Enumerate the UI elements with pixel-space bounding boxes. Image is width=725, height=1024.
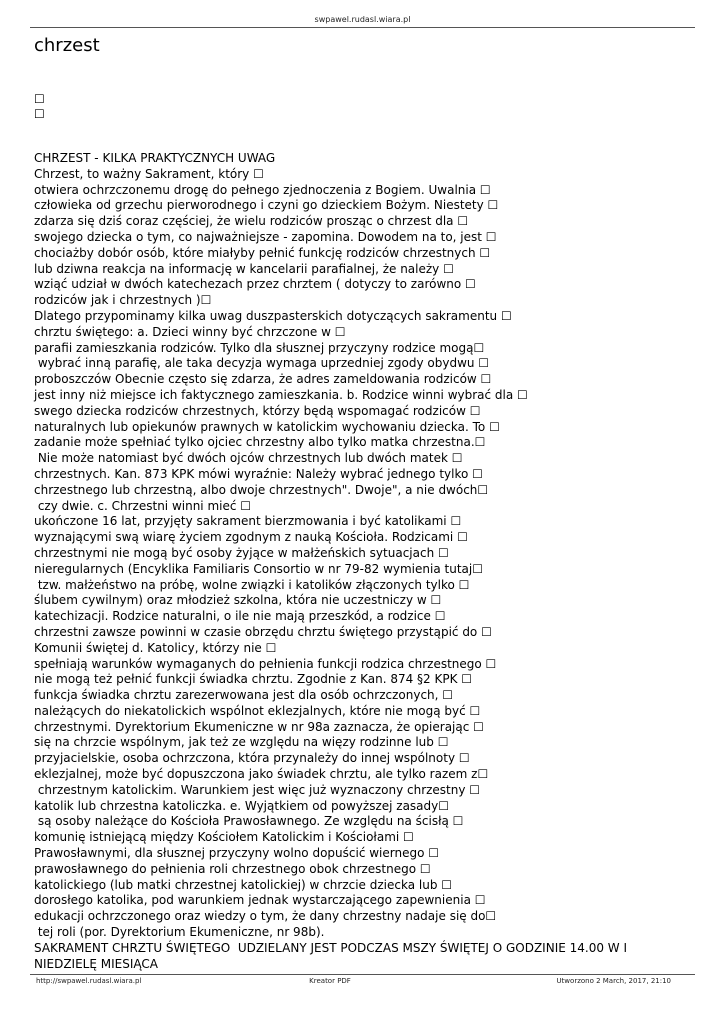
body-line: Komunii świętej d. Katolicy, którzy nie ☐: [34, 640, 277, 655]
body-line: wziąć udział w dwóch katechezach przez chrztem ( dotyczy to zarówno ☐: [34, 277, 476, 292]
footer-created: Utworzono 2 March, 2017, 21:10: [556, 977, 671, 985]
body-line: chociażby dobór osób, które miałyby pełnić funkcję rodziców chrzestnych ☐: [34, 245, 491, 260]
body-line: ślubem cywilnym) oraz młodzież szkolna, która nie uczestniczy w ☐: [34, 593, 442, 608]
article-body: [34, 151, 714, 972]
body-line: katechizacji. Rodzice naturalni, o ile nie mają przeszkód, a rodzice ☐: [34, 609, 446, 624]
body-line: dorosłego katolika, pod warunkiem jednak wystarczającego zapewnienia ☐: [34, 893, 486, 908]
body-line: katolik lub chrzestna katoliczka. e. Wyjątkiem od powyższej zasady☐: [34, 798, 450, 813]
header-divider: [30, 27, 695, 28]
footer-url: http://swpawel.rudasl.wiara.pl: [36, 977, 142, 985]
body-line: chrzestnym katolickim. Warunkiem jest więc już wyznaczony chrzestny ☐: [34, 782, 481, 797]
body-line: tzw. małżeństwo na próbę, wolne związki i katolików złączonych tylko ☐: [34, 577, 470, 592]
body-line: zdarza się dziś coraz częściej, że wielu rodziców prosząc o chrzest dla ☐: [34, 214, 469, 229]
body-line: komunię istniejącą między Kościołem Katolickim i Kościołami ☐: [34, 830, 414, 845]
body-line: należących do niekatolickich wspólnot eklezjalnych, które nie mogą być ☐: [34, 703, 481, 718]
body-line: lub dziwna reakcja na informację w kancelarii parafialnej, że należy ☐: [34, 261, 454, 276]
body-line: chrzestnych. Kan. 873 KPK mówi wyraźnie: Należy wybrać jednego tylko ☐: [34, 466, 483, 481]
placeholder-box-icon: ☐: [34, 107, 45, 121]
body-line: parafii zamieszkania rodziców. Tylko dla słusznej przyczyny rodzice mogą☐: [34, 340, 485, 355]
page-header-site: swpawel.rudasl.wiara.pl: [314, 15, 411, 24]
body-line: się na chrzcie wspólnym, jak też ze względu na więzy rodzinne lub ☐: [34, 735, 449, 750]
body-line: SAKRAMENT CHRZTU ŚWIĘTEGO UDZIELANY JEST PODCZAS MSZY ŚWIĘTEJ O GODZINIE 14.00 W I: [34, 940, 628, 955]
body-line: Dlatego przypominamy kilka uwag duszpasterskich dotyczących sakramentu ☐: [34, 308, 512, 323]
body-line: otwiera ochrzczonemu drogę do pełnego zjednoczenia z Bogiem. Uwalnia ☐: [34, 182, 491, 197]
body-line: edukacji ochrzczonego oraz wiedzy o tym, że dany chrzestny nadaje się do☐: [34, 909, 497, 924]
body-line: jest inny niż miejsce ich faktycznego zamieszkania. b. Rodzice winni wybrać dla ☐: [34, 387, 528, 402]
body-line: Chrzest, to ważny Sakrament, który ☐: [34, 166, 264, 181]
body-line: chrzestnego lub chrzestną, albo dwoje chrzestnych". Dwoje", a nie dwóch☐: [34, 482, 489, 497]
body-line: chrztu świętego: a. Dzieci winny być chrzczone w ☐: [34, 324, 346, 339]
body-line: zadanie może spełniać tylko ojciec chrzestny albo tylko matka chrzestna.☐: [34, 435, 486, 450]
body-line: CHRZEST - KILKA PRAKTYCZNYCH UWAG: [34, 151, 276, 165]
body-line: nieregularnych (Encyklika Familiaris Consortio w nr 79-82 wymienia tutaj☐: [34, 561, 483, 576]
body-line: czy dwie. c. Chrzestni winni mieć ☐: [34, 498, 252, 513]
body-line: chrzestni zawsze powinni w czasie obrzędu chrztu świętego przystąpić do ☐: [34, 624, 492, 639]
body-line: Nie może natomiast być dwóch ojców chrzestnych lub dwóch matek ☐: [34, 451, 463, 466]
placeholder-box-icon: ☐: [34, 92, 45, 106]
body-line: wybrać inną parafię, ale taka decyzja wymaga uprzedniej zgody obydwu ☐: [34, 356, 490, 371]
placeholder-boxes: [34, 92, 45, 122]
body-line: naturalnych lub opiekunów prawnych w katolickim wychowaniu dziecka. To ☐: [34, 419, 500, 434]
body-line: są osoby należące do Kościoła Prawosławnego. Ze względu na ścisłą ☐: [34, 814, 464, 829]
body-line: katolickiego (lub matki chrzestnej katolickiej) w chrzcie dziecka lub ☐: [34, 877, 453, 892]
body-line: spełniają warunków wymaganych do pełnienia funkcji rodzica chrzestnego ☐: [34, 656, 497, 671]
body-line: wyznającymi swą wiarę życiem zgodnym z nauką Kościoła. Rodzicami ☐: [34, 530, 468, 545]
footer-divider: [30, 974, 695, 975]
body-line: nie mogą też pełnić funkcji świadka chrztu. Zgodnie z Kan. 874 §2 KPK ☐: [34, 672, 473, 687]
body-line: Prawosławnymi, dla słusznej przyczyny wolno dopuścić wiernego ☐: [34, 846, 440, 861]
body-line: NIEDZIELĘ MIESIĄCA: [34, 956, 158, 971]
body-line: eklezjalnej, może być dopuszczona jako świadek chrztu, ale tylko razem z☐: [34, 767, 489, 782]
body-line: chrzestnymi nie mogą być osoby żyjące w małżeńskich sytuacjach ☐: [34, 545, 449, 560]
body-line: swojego dziecka o tym, co najważniejsze - zapomina. Dowodem na to, jest ☐: [34, 229, 497, 244]
body-line: swego dziecka rodziców chrzestnych, którzy będą wspomagać rodziców ☐: [34, 403, 481, 418]
footer-generator: Kreator PDF: [309, 977, 351, 985]
body-line: proboszczów Obecnie często się zdarza, że adres zameldowania rodziców ☐: [34, 372, 492, 387]
body-line: ukończone 16 lat, przyjęty sakrament bierzmowania i być katolikami ☐: [34, 514, 462, 529]
body-line: człowieka od grzechu pierworodnego i czyni go dzieckiem Bożym. Niestety ☐: [34, 198, 499, 213]
body-line: tej roli (por. Dyrektorium Ekumeniczne, nr 98b).: [34, 925, 325, 940]
body-line: funkcja świadka chrztu zarezerwowana jest dla osób ochrzczonych, ☐: [34, 688, 454, 703]
body-line: rodziców jak i chrzestnych )☐: [34, 293, 212, 308]
body-line: przyjacielskie, osoba ochrzczona, która przynależy do innej wspólnoty ☐: [34, 751, 470, 766]
body-line: chrzestnymi. Dyrektorium Ekumeniczne w nr 98a zaznacza, że opierając ☐: [34, 719, 484, 734]
body-line: prawosławnego do pełnienia roli chrzestnego obok chrzestnego ☐: [34, 861, 431, 876]
page-title: chrzest: [34, 35, 100, 56]
